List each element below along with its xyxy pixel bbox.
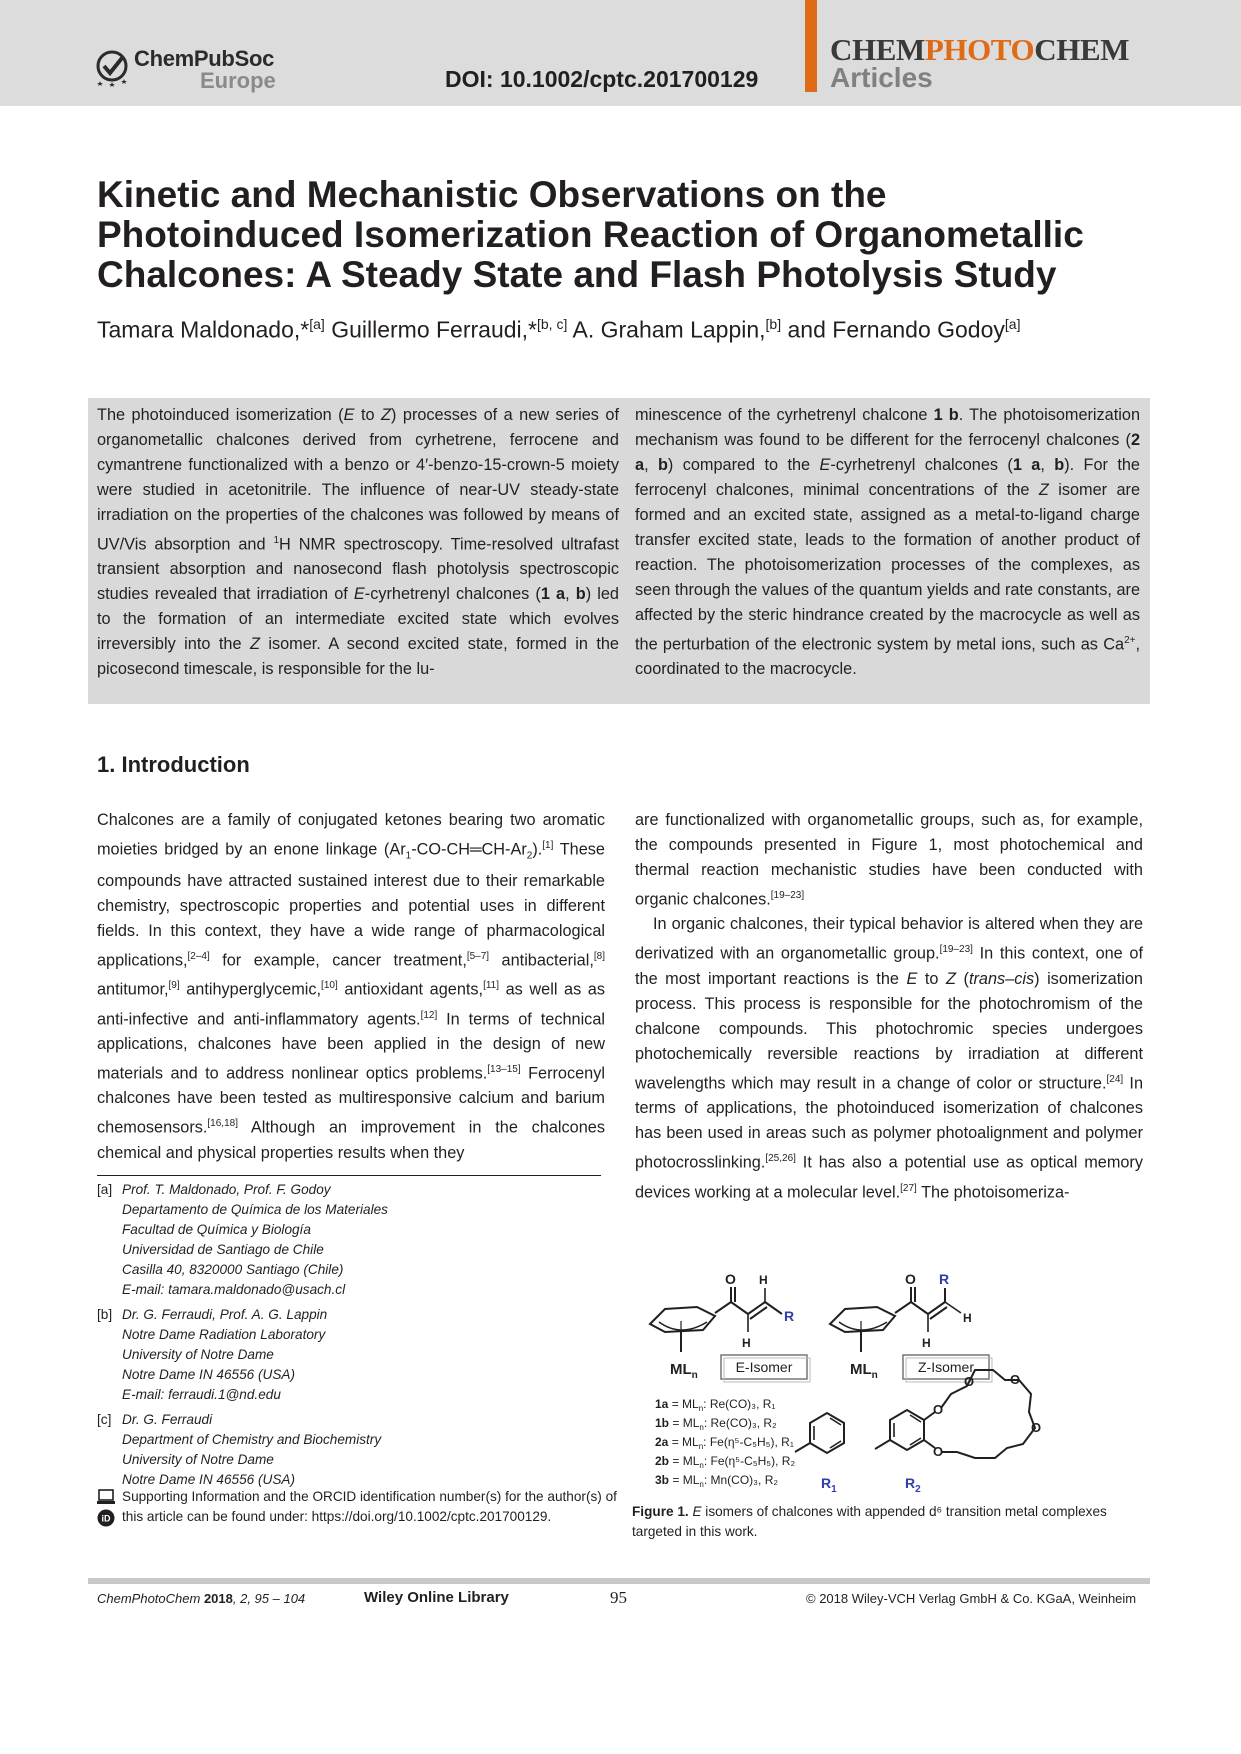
svg-text:O: O <box>1010 1372 1021 1387</box>
affiliation-item: [a] Prof. T. Maldonado, Prof. F. Godoy Departamento de Química de los Materiales Facultad de Química y Biología Universidad de Santiago de Chile Casilla 40, 8320000 Santiago (Chile) E-mail: tamara.maldonado@usach.cl <box>97 1180 607 1300</box>
compound-entry: $1b = ML_n$: Re(CO)₃, R₂ <box>655 1416 777 1432</box>
author-affiliation: [b] <box>765 316 782 332</box>
svg-text:R: R <box>784 1308 795 1324</box>
abstract-column-left <box>97 403 619 682</box>
page-number: 95 <box>610 1588 627 1607</box>
compound-entry: $2b = ML_n$: Fe(η⁵-C₅H₅), R₂ <box>655 1454 796 1470</box>
compound-entry: $1a = ML_n$: Re(CO)₃, R₁ <box>655 1397 776 1413</box>
intro-column-left <box>97 808 605 1166</box>
svg-text:O: O <box>1031 1420 1042 1435</box>
title-line: Photoinduced Isomerization Reaction of Organometallic <box>97 214 1084 255</box>
metal-fragment-label: $ML_n$ <box>670 1361 698 1381</box>
svg-text:O: O <box>933 1402 944 1417</box>
article-type-label: Articles <box>830 62 933 93</box>
author-name[interactable]: A. Graham Lappin, <box>572 316 766 343</box>
citation-line: ChemPhotoChem 2018, 2, 95 – 104 <box>97 1591 306 1606</box>
affiliation-tag: [a] <box>97 1182 113 1197</box>
body-paragraph: Chalcones are a family of conjugated ketones bearing two aromatic moieties bridged by an enone linkage $(Ar_1-CO-CH═CH-Ar_2).[1]$ These compounds have attracted sustained interest due to their remarkable chemistry, spectroscopic properties and potential uses in different fields. In this context, they have a wide range of pharmacological applications,[2–4] for example, cancer treatment,[5–7] antibacterial,[8] antitumor,[9] antihyperglycemic,[10] antioxidant agents,[11] as well as as anti-infective and anti-inflammatory agents.[12] In terms of technical applications, chalcones have been applied in the design of new materials and to address nonlinear optics problems.[13–15] Ferrocenyl chalcones have been tested as multiresponsive calcium and barium chemosensors.[16,18] Although an improvement in the chalcones chemical and physical properties results when they <box>97 811 605 1162</box>
affiliation-footnotes <box>97 1180 607 1495</box>
affiliation-item: [c] Dr. G. Ferraudi Department of Chemistry and Biochemistry University of Notre Dame Notre Dame IN 46556 (USA) <box>97 1412 382 1487</box>
author-name[interactable]: Tamara Maldonado,* <box>97 316 310 343</box>
compound-list <box>655 1397 795 1489</box>
intro-column-right <box>635 808 1143 1205</box>
r1-label: $R_1$ <box>821 1475 837 1492</box>
author-name[interactable]: Guillermo Ferraudi,* <box>331 316 537 343</box>
r2-label: $R_2$ <box>905 1475 921 1492</box>
abstract-box <box>88 398 1150 704</box>
figure-caption-text: isomers of chalcones with appended d⁶ transition metal complexes targeted in this work. <box>632 1504 1107 1539</box>
svg-text:O: O <box>725 1271 736 1287</box>
compound-entry: $3b = ML_n$: Mn(CO)₃, R₂ <box>655 1473 779 1489</box>
email-link[interactable]: E-mail: tamara.maldonado@usach.cl <box>122 1282 346 1297</box>
svg-text:iD: iD <box>101 1513 111 1524</box>
chempubsoc-logo-icon <box>96 48 132 88</box>
affiliation-tag: [b] <box>97 1307 113 1322</box>
svg-text:H: H <box>922 1336 931 1350</box>
orcid-icon[interactable] <box>97 1509 115 1527</box>
journal-name[interactable]: CHEMPHOTOCHEM <box>830 32 1130 67</box>
article-doi[interactable]: DOI: 10.1002/cptc.201700129 <box>445 66 759 92</box>
r1-substituent <box>795 1413 844 1492</box>
publisher-name: ChemPubSoc <box>134 46 275 71</box>
author-affiliation: [b, c] <box>537 316 568 332</box>
affiliation-item: [b] Dr. G. Ferraudi, Prof. A. G. Lappin Notre Dame Radiation Laboratory University of Notre Dame Notre Dame IN 46556 (USA) E-mail: ferraudi.1@nd.edu <box>97 1305 607 1405</box>
title-line: Kinetic and Mechanistic Observations on the <box>97 174 887 215</box>
email-link[interactable]: E-mail: ferraudi.1@nd.edu <box>122 1387 281 1402</box>
svg-text:O: O <box>964 1374 975 1389</box>
e-isomer-label: E-Isomer <box>735 1359 793 1375</box>
author-list: Tamara Maldonado,*[a] Guillermo Ferraudi,*[b, c] A. Graham Lappin,[b] and Fernando Godoy[a] <box>97 316 1021 343</box>
figure-1-structures <box>645 1252 1117 1492</box>
affiliation-tag: [c] <box>97 1412 112 1427</box>
metal-fragment-label: $ML_n$ <box>850 1361 878 1381</box>
e-isomer-structure <box>650 1271 810 1382</box>
supporting-info-icon <box>97 1489 115 1505</box>
supporting-info-text[interactable]: Supporting Information and the ORCID identification number(s) for the author(s) of this article can be found under: https://doi.org/10.1002/cptc.201700129. <box>122 1489 617 1524</box>
wiley-online-library-link[interactable]: Wiley Online Library <box>364 1589 509 1606</box>
body-paragraph: In organic chalcones, their typical behavior is altered when they are derivatized with an organometallic group.[19–23] In this context, one of the most important reactions is the E to Z (trans–cis) isomerization process. This process is responsible for the photochromism of the chalcone compounds. This photochromic species undergoes photochemically reversible reactions by irradiation at different wavelengths which may result in a change of color or structure.[24] In terms of applications, the photoinduced isomerization of chalcones has been used in areas such as polymer photoalignment and polymer photocrosslinking.[25,26] It has also a potential use as optical memory devices working at a molecular level.[27] The photoisomeriza- <box>635 915 1143 1202</box>
title-line: Chalcones: A Steady State and Flash Photolysis Study <box>97 254 1057 295</box>
abstract-text: The photoinduced isomerization (E to Z) processes of a new series of organometallic chalcones derived from cyrhetrene, ferrocene and cymantrene functionalized with a benzo or 4′-benzo-15-crown-5 moiety were studied in acetonitrile. The influence of near-UV steady-state irradiation on the properties of the chalcones was followed by means of UV/Vis absorption and $^1$H NMR spectroscopy. Time-resolved ultrafast transient absorption and nanosecond flash photolysis spectroscopic studies revealed that irradiation of E-cyrhetrenyl chalcones (1 a, b) led to the formation of an intermediate excited state which evolves irreversibly into the Z isomer. A second excited state, formed in the picosecond timescale, is responsible for the lu- <box>97 406 619 679</box>
section-heading: 1. Introduction <box>97 752 250 777</box>
z-isomer-structure <box>830 1271 992 1382</box>
r2-substituent <box>875 1370 1041 1492</box>
figure-caption: Figure 1. E isomers of chalcones with appended d⁶ transition metal complexes targeted in this work. <box>632 1504 1107 1539</box>
publisher-region: Europe <box>200 68 276 93</box>
accent-bar <box>805 0 817 92</box>
svg-text:O: O <box>933 1444 944 1459</box>
svg-text:H: H <box>963 1311 972 1325</box>
copyright-notice: © 2018 Wiley-VCH Verlag GmbH & Co. KGaA, Weinheim <box>806 1591 1137 1606</box>
publisher-logo[interactable] <box>96 46 296 92</box>
footnote-rule <box>97 1175 601 1176</box>
article-title <box>97 175 1147 295</box>
abstract-text: minescence of the cyrhetrenyl chalcone 1 b. The photoisomerization mechanism was found to be different for the ferrocenyl chalcones (2 a, b) compared to the E-cyrhetrenyl chalcones (1 a, b). For the ferrocenyl chalcones, minimal concentrations of the Z isomer are formed and an excited state, assigned as a metal-to-ligand charge transfer excited state, leads to the formation of another product of reaction. The photoisomerization processes of the complexes, as seen through the values of the quantum yields and rate constants, are affected by the steric hindrance created by the macrocycle as well as the perturbation of the electronic system by metal ions, such as $Ca^{2+}$, coordinated to the macrocycle. <box>635 406 1140 679</box>
svg-text:O: O <box>905 1271 916 1287</box>
z-isomer-label: Z-Isomer <box>918 1359 974 1375</box>
author-affiliation: [a] <box>309 316 325 332</box>
svg-text:R: R <box>939 1271 950 1287</box>
author-name[interactable]: Fernando Godoy <box>832 316 1005 343</box>
svg-text:H: H <box>742 1336 751 1350</box>
compound-entry: $2a = ML_n$: Fe(η⁵-C₅H₅), R₁ <box>655 1435 794 1451</box>
footer-rule <box>88 1578 1150 1584</box>
body-paragraph: are functionalized with organometallic groups, such as, for example, the compounds presented in Figure 1, most photochemical and thermal reaction mechanistic studies have been conducted with organic chalcones.[19–23] <box>635 811 1143 909</box>
abstract-column-right <box>635 403 1140 682</box>
svg-text:H: H <box>759 1273 768 1287</box>
author-affiliation: [a] <box>1004 316 1021 332</box>
figure-caption-label: Figure 1. <box>632 1504 689 1519</box>
